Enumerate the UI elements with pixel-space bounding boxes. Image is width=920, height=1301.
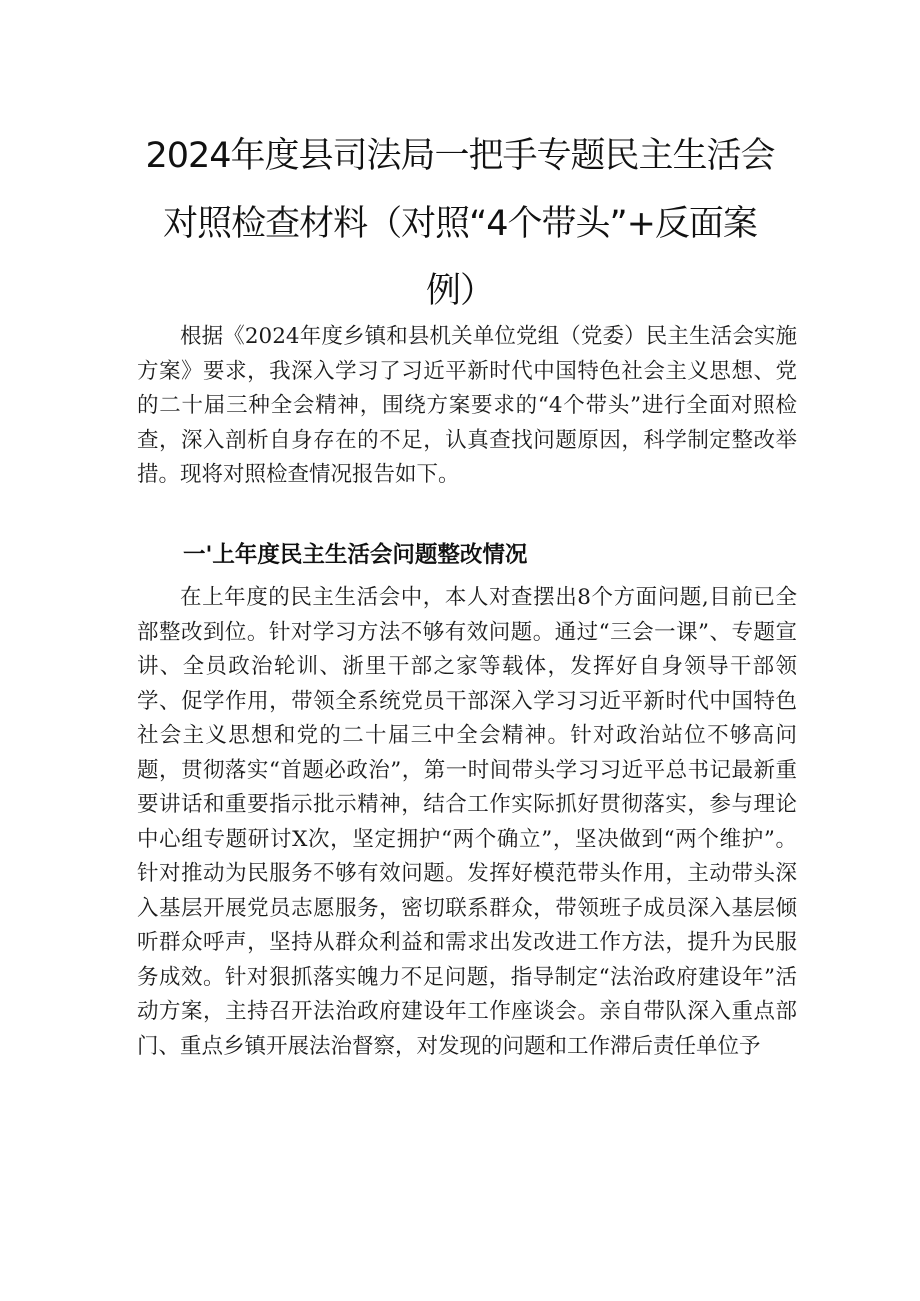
document-title-line-3: 例） [425, 271, 494, 311]
document-title-line-2: 对照检查材料（对照“4个带头”+反面案 [163, 204, 757, 244]
document-title-line-1: 2024年度县司法局一把手专题民主生活会 [145, 136, 775, 176]
intro-paragraph: 根据《2024年度乡镇和县机关单位党组（党委）民主生活会实施方案》要求，我深入学习了习近平新时代中国特色社会主义思想、党的二十届三种全会精神，围绕方案要求的“4个带头”进行全面对照检查，深入剖析自身存在的不足，认真查找问题原因，科学制定整改举措。现将对照检查情况报告如下。 [137, 324, 797, 487]
section-heading: 一'上年度民主生活会问题整改情况 [183, 542, 528, 568]
section-paragraph: 在上年度的民主生活会中，本人对查摆出8个方面问题,目前已全部整改到位。针对学习方法不够有效问题。通过“三会一课”、专题宣讲、全员政治轮训、浙里干部之家等载体，发挥好自身领导干部领学、促学作用，带领全系统党员干部深入学习习近平新时代中国特色社会主义思想和党的二十届三中全会精神。针对政治站位不够高问题，贯彻落实“首题必政治”，第一时间带头学习习近平总书记最新重要讲话和重要指示批示精神，结合工作实际抓好贯彻落实，参与理论中心组专题研讨X次，坚定拥护“两个确立”，坚决做到“两个维护”。针对推动为民服务不够有效问题。发挥好模范带头作用，主动带头深入基层开展党员志愿服务，密切联系群众，带领班子成员深入基层倾听群众呼声，坚持从群众利益和需求出发改进工作方法，提升为民服务成效。针对狠抓落实魄力不足问题，指导制定“法治政府建设年”活动方案，主持召开法治政府建设年工作座谈会。亲自带队深入重点部门、重点乡镇开展法治督察，对发现的问题和工作滞后责任单位予 [137, 585, 797, 1059]
